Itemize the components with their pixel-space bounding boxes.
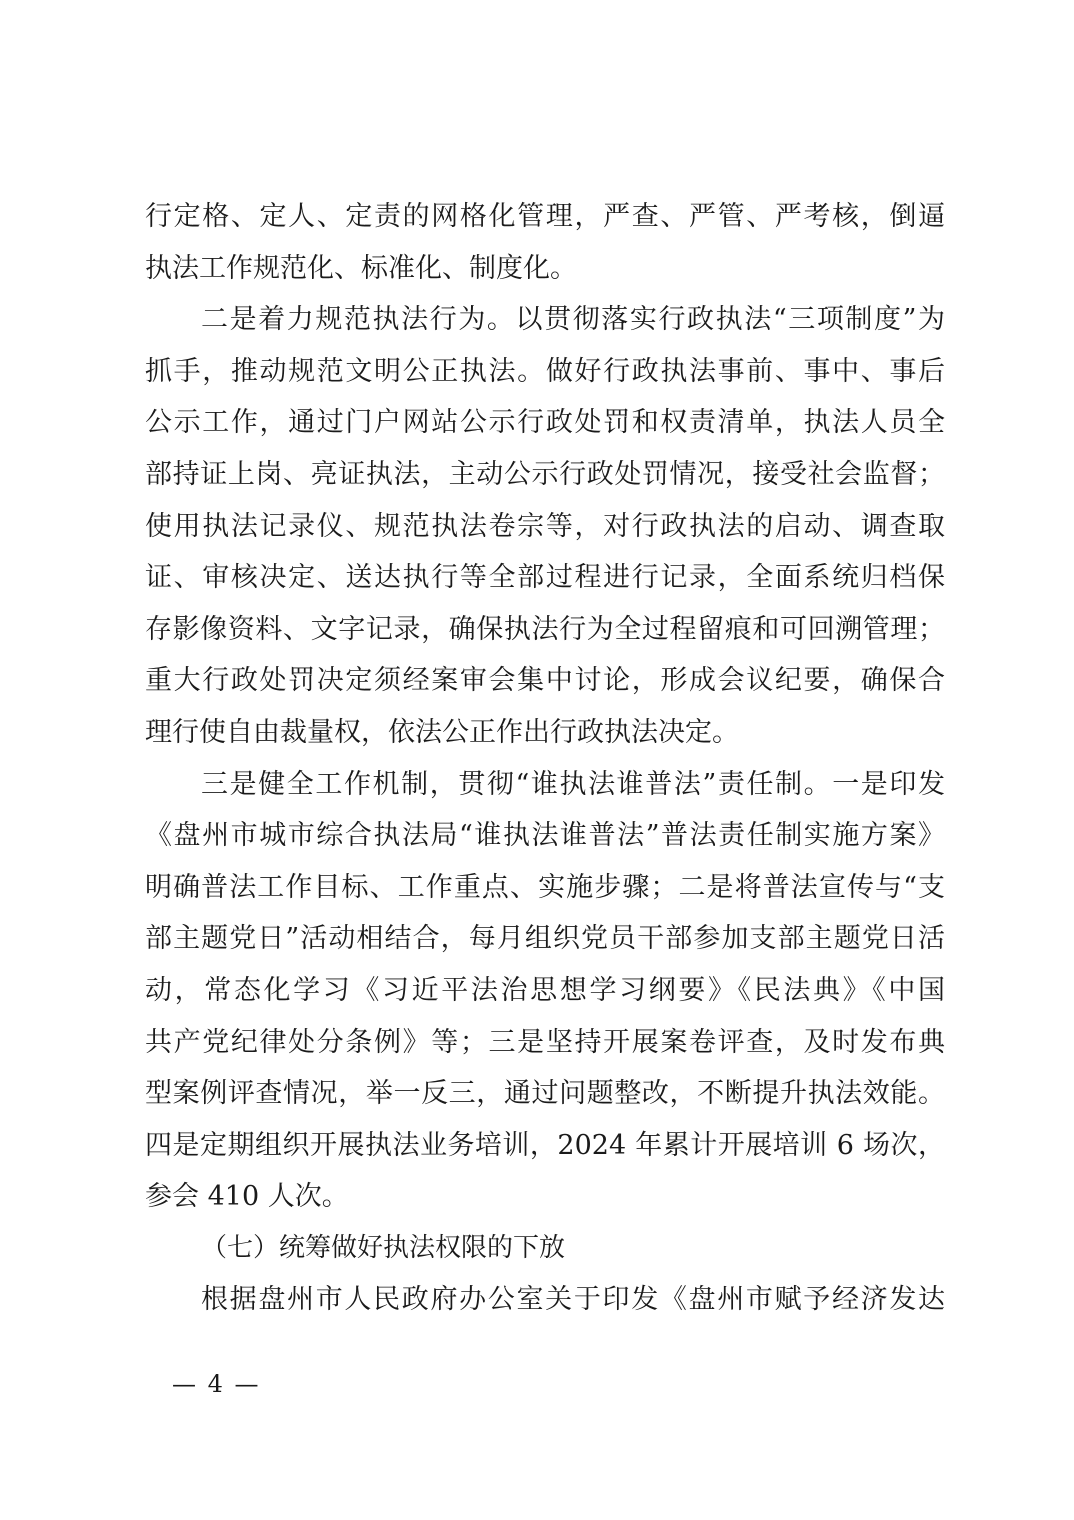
text-line: 理行使自由裁量权，依法公正作出行政执法决定。 [145,716,739,748]
text-line: 使用执法记录仪、规范执法卷宗等，对行政执法的启动、调查取 [145,510,945,542]
paragraph-start-line: 二是着力规范执法行为。以贯彻落实行政执法“三项制度”为 [201,304,945,336]
section-heading: （七）统筹做好执法权限的下放 [201,1232,566,1263]
text-line: 动，常态化学习《习近平法治思想学习纲要》《民法典》《中国 [145,974,945,1006]
text-line: 部主题党日”活动相结合，每月组织党员干部参加支部主题党日活 [145,923,945,955]
page-number: — 4 — [172,1370,261,1398]
text-line: 执法工作规范化、标准化、制度化。 [145,252,577,284]
text-line: 明确普法工作目标、工作重点、实施步骤；二是将普法宣传与“支 [145,871,945,903]
body-text [145,191,945,1326]
text-line: 重大行政处罚决定须经案审会集中讨论，形成会议纪要，确保合 [145,665,945,697]
paragraph-start-line: 三是健全工作机制，贯彻“谁执法谁普法”责任制。一是印发 [201,768,945,800]
text-line: 参会 410 人次。 [145,1181,349,1213]
text-line: 《盘州市城市综合执法局“谁执法谁普法”普法责任制实施方案》 [145,820,945,852]
text-line: 部持证上岗、亮证执法，主动公示行政处罚情况，接受社会监督； [145,458,945,490]
text-line: 证、审核决定、送达执行等全部过程进行记录，全面系统归档保 [145,562,945,594]
text-line: 型案例评查情况，举一反三，通过问题整改，不断提升执法效能。 [145,1078,945,1110]
text-line: 公示工作，通过门户网站公示行政处罚和权责清单，执法人员全 [145,407,945,439]
paragraph-start-line: 根据盘州市人民政府办公室关于印发《盘州市赋予经济发达 [201,1284,945,1316]
text-line: 四是定期组织开展执法业务培训，2024 年累计开展培训 6 场次， [145,1129,945,1161]
text-line: 存影像资料、文字记录，确保执法行为全过程留痕和可回溯管理； [145,613,945,645]
text-line: 抓手，推动规范文明公正执法。做好行政执法事前、事中、事后 [145,355,945,387]
text-line: 行定格、定人、定责的网格化管理，严查、严管、严考核，倒逼 [145,201,945,232]
text-line: 共产党纪律处分条例》等；三是坚持开展案卷评查，及时发布典 [145,1026,945,1058]
